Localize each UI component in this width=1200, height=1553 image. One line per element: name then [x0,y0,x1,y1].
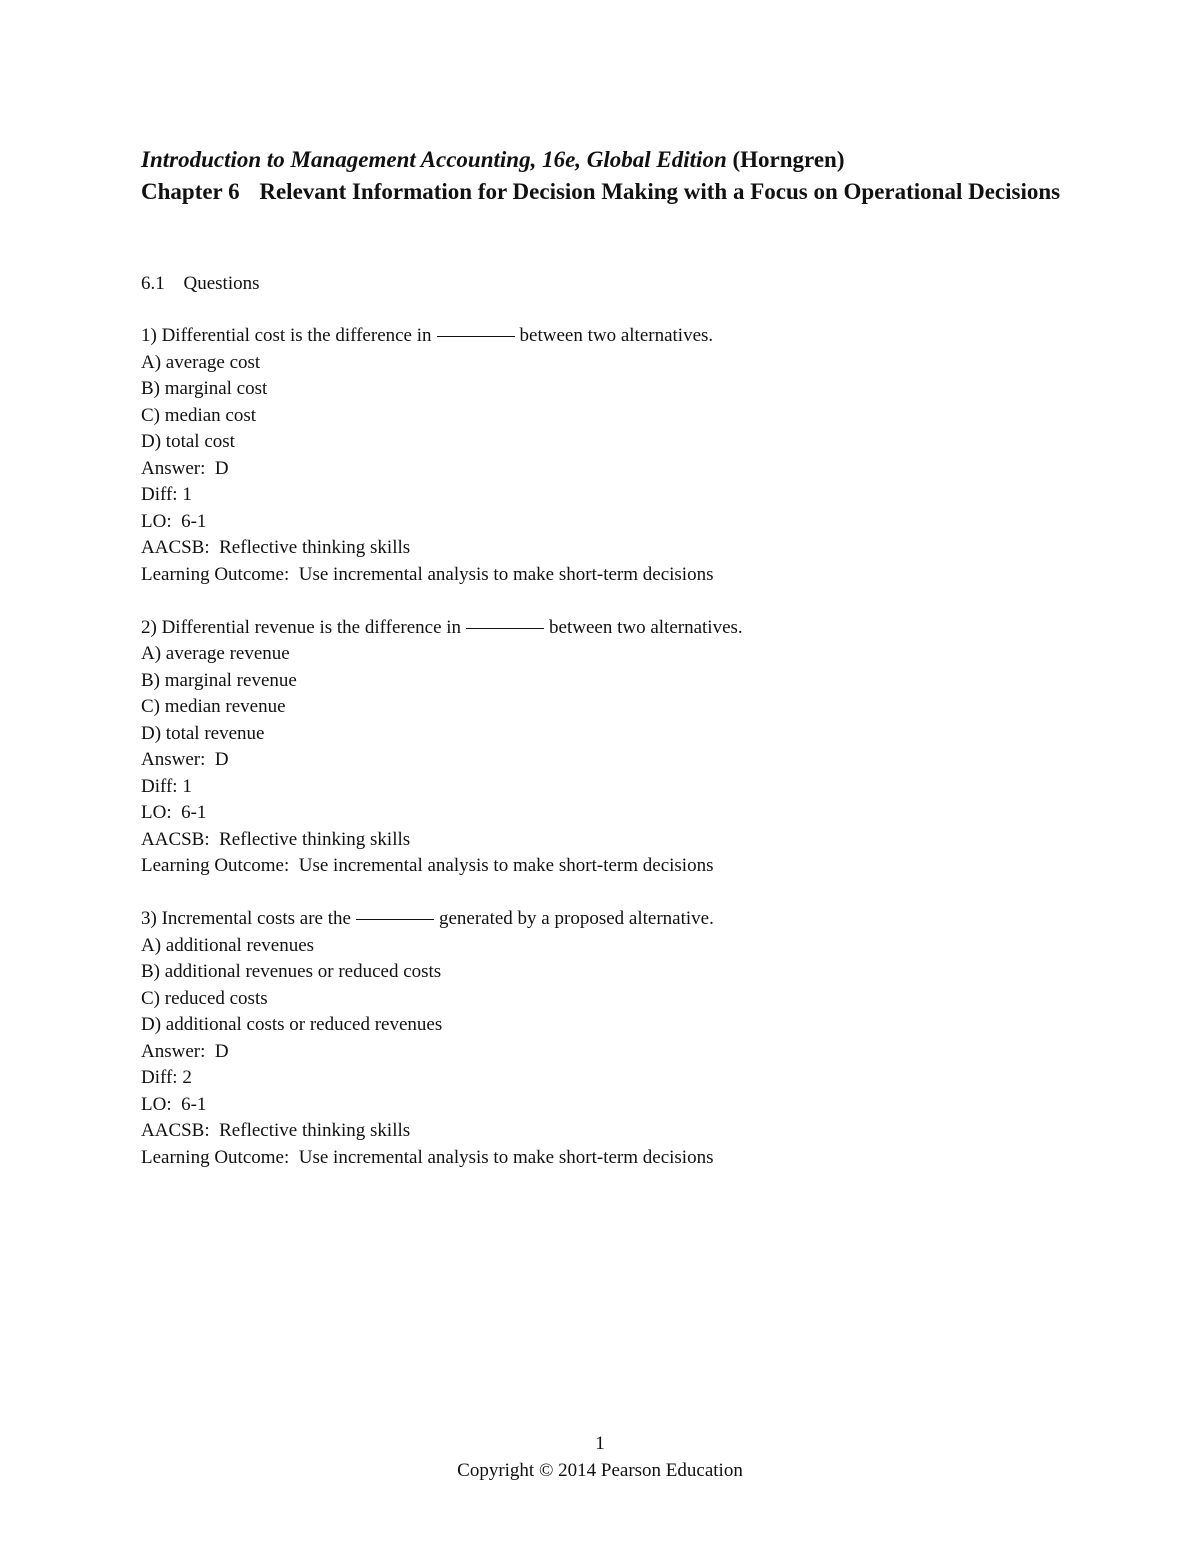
answer-blank [437,336,515,337]
section-number: 6.1 [141,273,165,294]
page-number: 1 [595,1433,605,1454]
option-d: D) total revenue [141,722,265,744]
option-d: D) additional costs or reduced revenues [141,1014,443,1035]
stem-after: between two alternatives. [549,616,743,638]
option-b: B) additional revenues or reduced costs [141,961,442,982]
stem-after: between two alternatives. [519,325,714,346]
answer-blank [356,919,434,920]
learning-outcome-line: Learning Outcome: Use incremental analysis to make short-term decisions [141,855,714,876]
difficulty-line: Diff: 2 [141,1067,192,1088]
option-b: B) marginal revenue [141,669,297,691]
book-author: (Horngren) [732,147,845,172]
question-item [141,906,1091,1171]
learning-objective-line: LO: 6-1 [141,510,207,532]
chapter-title: Relevant Information for Decision Making with a Focus on Operational Decisions [259,179,1061,204]
question-item [141,615,1091,880]
answer-line: Answer: D [141,457,229,479]
section-heading [141,271,260,297]
answer-line: Answer: D [141,749,229,770]
question-stem [141,615,1091,642]
learning-outcome-line: Learning Outcome: Use incremental analysis to make short-term decisions [141,563,714,585]
chapter-heading [141,176,1071,208]
stem-after: generated by a proposed alternative. [438,908,714,929]
section-title: Questions [183,273,260,294]
learning-objective-line: LO: 6-1 [141,802,207,823]
stem-before: 1) Differential cost is the difference in [141,325,432,346]
book-title: Introduction to Management Accounting, 16e, Global Edition [141,147,727,172]
stem-before: 3) Incremental costs are the [141,908,351,929]
option-c: C) reduced costs [141,987,268,1009]
option-c: C) median cost [141,404,257,426]
difficulty-line: Diff: 1 [141,775,192,797]
learning-outcome-line: Learning Outcome: Use incremental analysis to make short-term decisions [141,1146,714,1168]
option-b: B) marginal cost [141,378,268,399]
option-c: C) median revenue [141,696,286,717]
option-a: A) additional revenues [141,934,315,956]
stem-before: 2) Differential revenue is the difference in [141,616,462,638]
copyright-notice: Copyright © 2014 Pearson Education [457,1460,743,1481]
page-footer [0,1430,1200,1484]
learning-objective-line: LO: 6-1 [141,1093,207,1115]
aacsb-line: AACSB: Reflective thinking skills [141,537,411,558]
aacsb-line: AACSB: Reflective thinking skills [141,828,411,850]
option-a: A) average cost [141,351,261,373]
option-a: A) average revenue [141,643,290,664]
option-d: D) total cost [141,431,235,452]
difficulty-line: Diff: 1 [141,484,192,505]
aacsb-line: AACSB: Reflective thinking skills [141,1120,411,1141]
question-list [141,323,1091,1198]
question-stem [141,906,1091,933]
chapter-number: Chapter 6 [141,179,240,204]
answer-line: Answer: D [141,1040,229,1062]
question-item [141,323,1091,588]
book-title-line [141,144,1071,176]
document-header [141,144,1071,208]
answer-blank [466,628,544,629]
question-stem [141,323,1091,350]
